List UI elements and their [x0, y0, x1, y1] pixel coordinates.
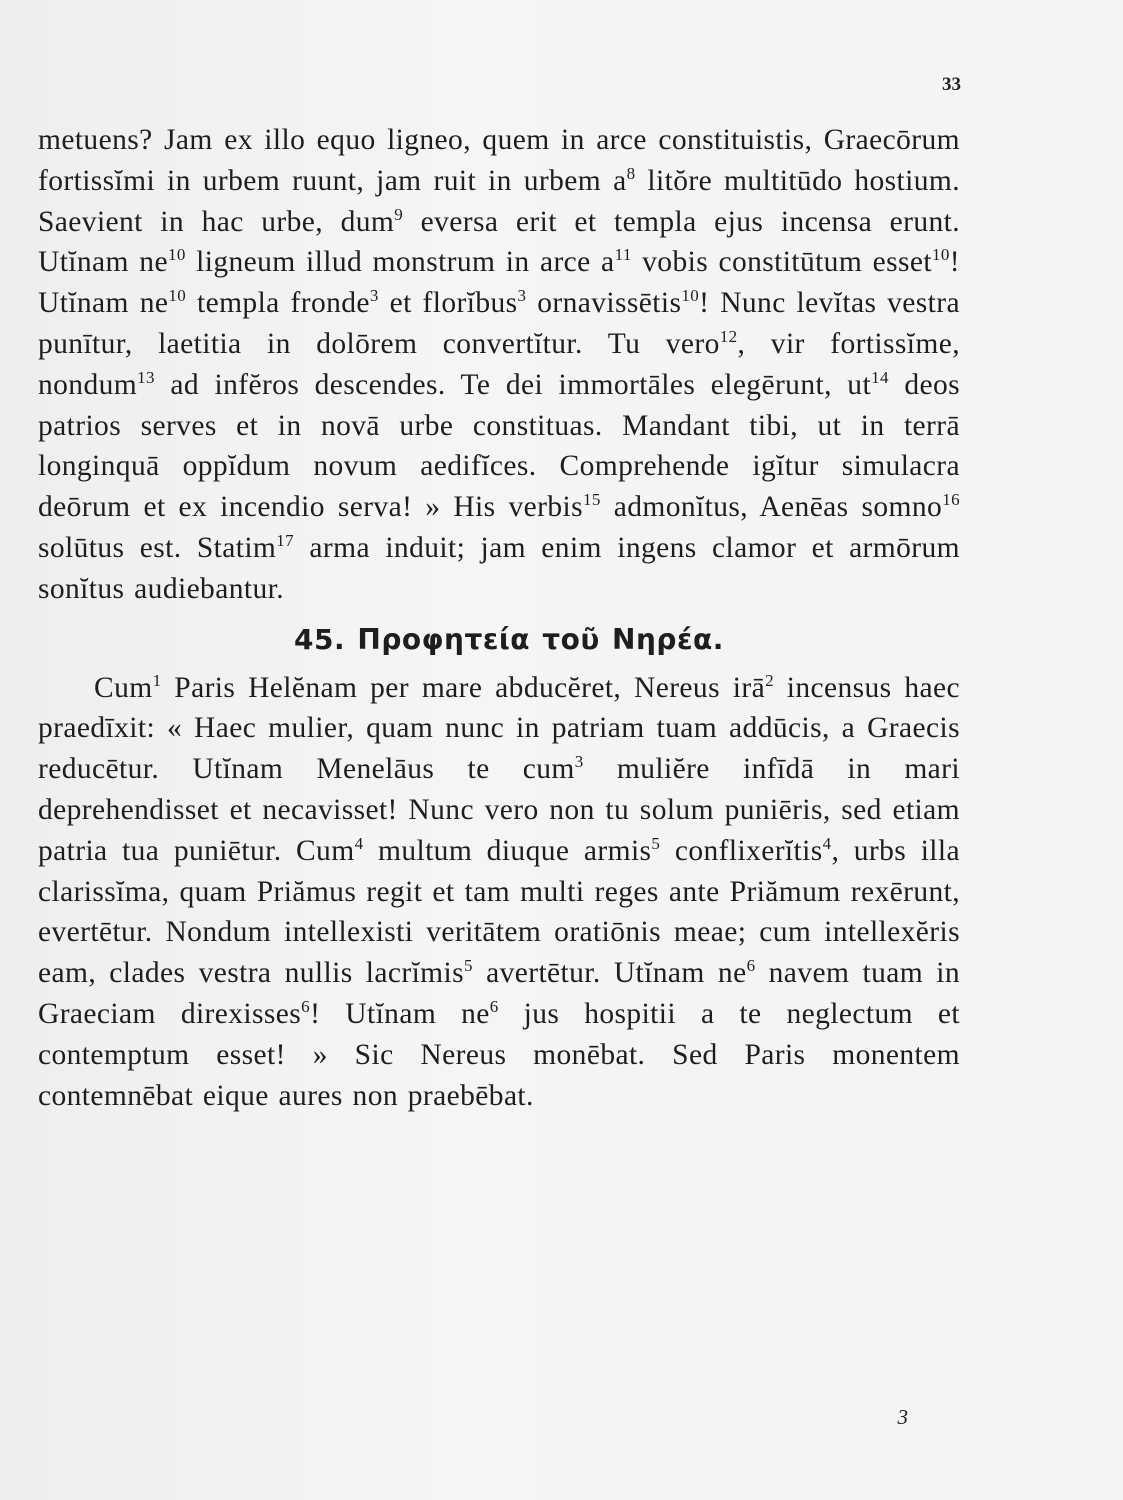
footnote-marker: 3 [574, 752, 584, 772]
text-run: eversa erit et templa ejus incensa erunt. Utĭnam ne [38, 205, 960, 279]
page-number: 33 [942, 74, 961, 95]
footnote-marker: 12 [719, 326, 738, 346]
footnote-marker: 15 [582, 490, 601, 510]
footnote-marker: 16 [942, 490, 960, 510]
paragraph-aeneas-dream [38, 120, 960, 610]
text-run: templa fronde [186, 287, 370, 320]
text-run: ! Nunc levĭtas vestra punītur, laetitia in dolōrem convertĭtur. Tu vero [38, 287, 960, 360]
text-run: vobis constitūtum esset [631, 246, 932, 279]
text-run: ornavissētis [526, 287, 682, 320]
footnote-marker: 4 [822, 833, 832, 853]
text-run: deos patrios serves et in novā urbe constituas. Mandant tibi, ut in terrā longinquā oppĭdum novum aedifĭces. Comprehende igĭtur simulacra deōrum et ex incendio serva! » His verbis [38, 368, 961, 524]
text-run: admonĭtus, Aenēas somno [600, 491, 943, 524]
footnote-marker: 10 [167, 245, 186, 265]
footnote-marker: 9 [394, 204, 404, 224]
footnote-marker: 3 [369, 286, 379, 306]
text-run: litŏre multitūdo hostium. Saevient in hac urbe, dum [38, 164, 960, 238]
text-run: et florĭbus [378, 287, 518, 320]
footnote-marker: 13 [137, 367, 155, 387]
text-run: incensus haec praedīxit: « Haec mulier, quam nunc in patriam tuam addūcis, a Graecis reducētur. Utĭnam Menelāus te cum [38, 671, 960, 786]
footnote-marker: 6 [746, 956, 756, 976]
footnote-marker: 2 [765, 670, 774, 690]
text-run: solūtus est. Statim [38, 531, 277, 564]
text-run: Cum [94, 671, 153, 704]
text-run: muliĕre infīdā in mari deprehendisset et necavisset! Nunc vero non tu solum puniēris, sed etiam patria tua puniētur. Cum [38, 753, 960, 867]
text-run: ligneum illud monstrum in arce a [185, 246, 615, 279]
text-run: multum diuque armis [363, 834, 652, 867]
text-run: conflixerĭtis [660, 834, 823, 867]
text-run: jus hospitii a te neglectum et contemptum esset! » Sic Nereus monēbat. Sed Paris monentem contemnēbat eique aures non praebēbat. [38, 997, 960, 1112]
text-run: avertētur. Utĭnam ne [472, 957, 747, 990]
text-run: Paris Helĕnam per mare abducĕret, Nereus irā [161, 671, 766, 704]
text-run: ! Utĭnam ne [310, 997, 490, 1030]
footnote-marker: 8 [626, 163, 636, 183]
footnote-marker: 17 [276, 530, 295, 550]
footnote-marker: 5 [651, 833, 661, 853]
footnote-marker: 5 [464, 956, 473, 976]
footnote-marker: 6 [301, 996, 311, 1016]
text-body [38, 120, 960, 1116]
text-run: metuens? Jam ex illo equo ligneo, quem in arce constituistis, Graecōrum fortissĭmi in urbem ruunt, jam ruit in urbem a [38, 124, 960, 197]
footnote-marker: 4 [354, 833, 364, 853]
text-run: ad infĕros descendes. Te dei immortāles elegērunt, ut [154, 368, 872, 401]
footnote-marker: 11 [614, 245, 632, 265]
footnote-marker: 14 [871, 367, 889, 387]
footnote-marker: 10 [681, 286, 700, 306]
footnote-marker: 10 [931, 245, 950, 265]
signature-mark: 3 [897, 1405, 908, 1429]
text-run: ! Utĭnam ne [38, 246, 960, 320]
paragraph-prophecy-nereus [38, 668, 960, 1117]
footnote-marker: 10 [168, 286, 187, 306]
text-run: , urbs illa clarissĭma, quam Priămus regit et tam multi reges ante Priămum rexērunt, evertētur. Nondum intellexisti veritātem oratiōnis meae; cum intellexĕris eam, clades vestra nullis lacrĭmis [38, 834, 960, 990]
text-run: , vir fortissĭme, nondum [38, 327, 960, 401]
footnote-marker: 1 [152, 670, 162, 690]
text-run: arma induit; jam enim ingens clamor et armōrum sonĭtus audiebantur. [38, 531, 961, 605]
footnote-marker: 3 [517, 286, 527, 306]
text-run: navem tuam in Graeciam direxisses [38, 957, 960, 1030]
footnote-marker: 6 [489, 996, 499, 1016]
section-heading: 45. Προφητεία τοῦ Νηρέα. [294, 622, 724, 656]
